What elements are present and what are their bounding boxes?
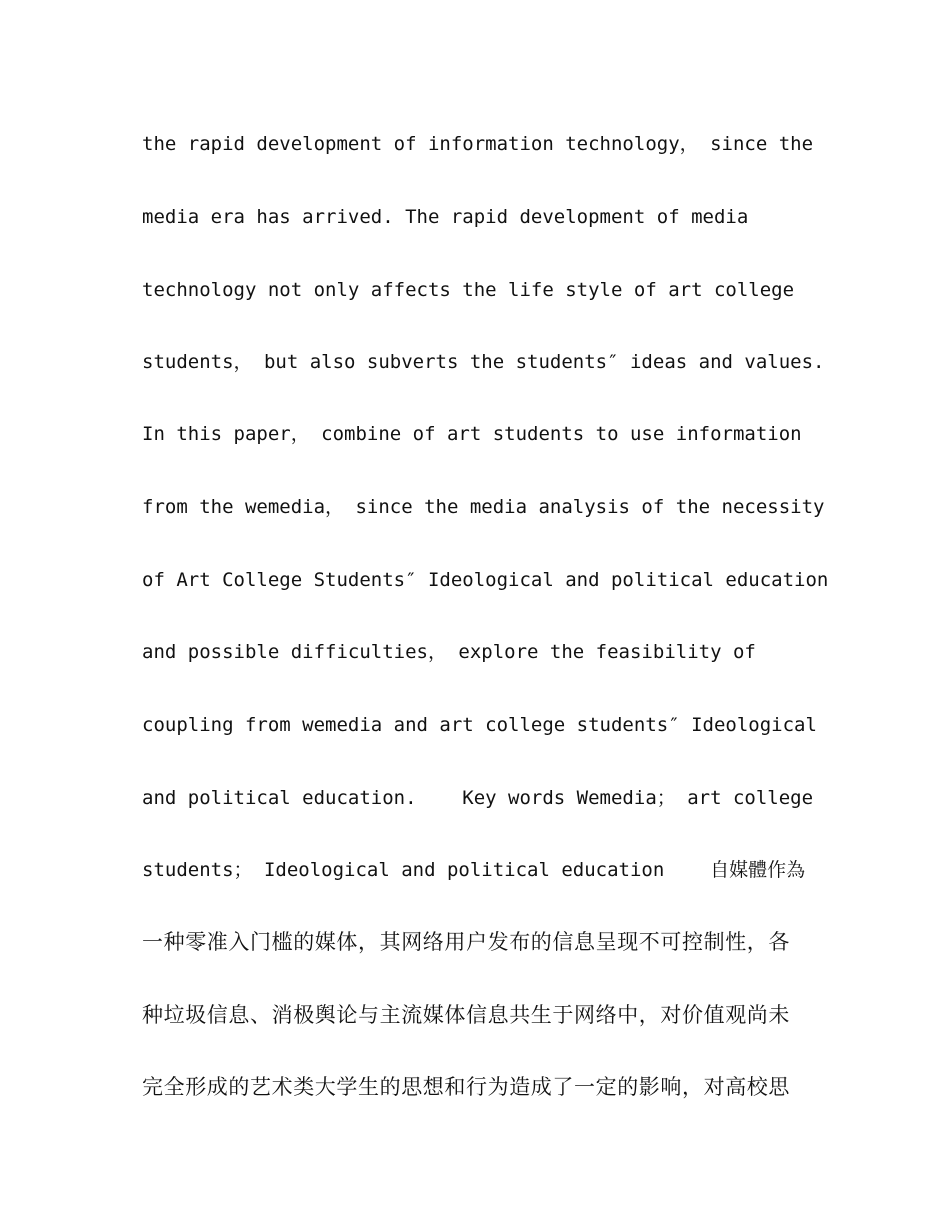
text-line: the rapid development of information technology， since the [142, 133, 814, 155]
text-line: and political education. Key words Wemedia； art college [142, 787, 814, 809]
text-line: 种垃圾信息、消极舆论与主流媒体信息共生于网络中，对价值观尚未 [142, 1003, 790, 1027]
text-line: and possible difficulties， explore the feasibility of [142, 641, 756, 663]
text-line: In this paper， combine of art students to use information [142, 423, 802, 445]
text-line: 一种零准入门槛的媒体，其网络用户发布的信息呈现不可控制性，各 [142, 930, 790, 954]
text-line: media era has arrived. The rapid development of media [142, 206, 749, 228]
text-line: students； Ideological and political education 自媒體作為 [142, 859, 806, 881]
text-line: of Art College Students″ Ideological and political education [142, 569, 829, 591]
text-line: coupling from wemedia and art college students″ Ideological [142, 714, 817, 736]
text-line: students， but also subverts the students″ ideas and values. [142, 351, 825, 373]
text-line: from the wemedia， since the media analysis of the necessity [142, 496, 825, 518]
text-line: 完全形成的艺术类大学生的思想和行为造成了一定的影响，对高校思 [142, 1075, 790, 1099]
text-line: technology not only affects the life style of art college [142, 279, 795, 301]
